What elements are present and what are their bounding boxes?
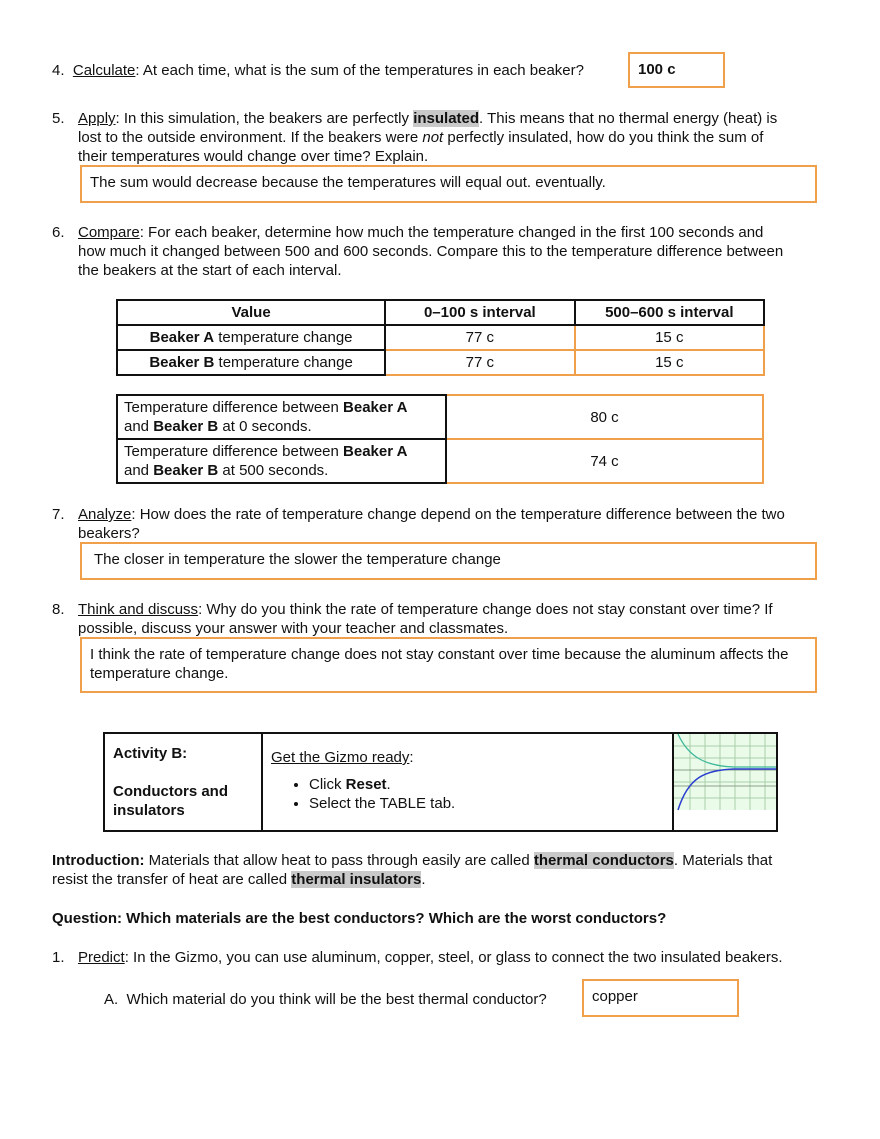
activity-title-cell: [104, 733, 262, 831]
highlight-thermal-conductors: thermal conductors: [533, 852, 674, 869]
question-number: 7.: [52, 506, 65, 523]
answer-cell[interactable]: 15 c: [575, 350, 764, 375]
question-1-predict: [52, 948, 852, 967]
row-label-text: temperature change: [214, 329, 353, 346]
intro-label: Introduction:: [52, 852, 145, 869]
table-header-row: [117, 300, 764, 325]
question-text: . This means that no thermal energy (heat) is: [479, 110, 778, 127]
sub-question-letter: A.: [104, 991, 119, 1008]
temperature-change-table: [116, 299, 765, 376]
table-row: [117, 325, 764, 350]
question-label: Analyze: [78, 506, 132, 523]
question-text: possible, discuss your answer with your teacher and classmates.: [78, 620, 509, 637]
highlight-thermal-insulators: thermal insulators: [291, 871, 422, 888]
question-label: Predict: [78, 949, 125, 966]
label-text: and: [124, 462, 154, 479]
question-text: : How does the rate of temperature change depend on the temperature difference between the two: [131, 506, 785, 523]
question-number: 1.: [52, 949, 65, 966]
beaker-name: Beaker B: [153, 462, 219, 479]
row-label: [117, 395, 446, 439]
activity-b-header: [103, 732, 778, 832]
label-text: Temperature difference between: [124, 443, 344, 460]
answer-box-q5[interactable]: The sum would decrease because the temperatures will equal out. eventually.: [80, 165, 817, 203]
question-text: how much it changed between 500 and 600 seconds. Compare this to the temperature difference between: [78, 243, 784, 260]
table-row: [117, 350, 764, 375]
gizmo-ready-cell: [262, 733, 673, 831]
answer-cell[interactable]: 15 c: [575, 325, 764, 350]
question-text: : For each beaker, determine how much the temperature changed in the first 100 seconds and: [139, 224, 764, 241]
step-item: [309, 794, 664, 813]
question-number: 6.: [52, 224, 65, 241]
colon: :: [409, 749, 414, 766]
intro-text: .: [421, 871, 426, 888]
question-text: : At each time, what is the sum of the temperatures in each beaker?: [135, 62, 584, 79]
intro-text: Materials that allow heat to pass through easily are called: [144, 852, 534, 869]
question-number: 5.: [52, 110, 65, 127]
temperature-graph-icon: [674, 734, 776, 829]
activity-subtitle: Conductors and insulators: [113, 783, 228, 819]
guiding-question: Question: Which materials are the best conductors? Which are the worst conductors?: [52, 910, 667, 927]
beaker-name: Beaker B: [149, 354, 215, 371]
label-text: at 500 seconds.: [218, 462, 329, 479]
column-header: 0–100 s interval: [385, 300, 574, 325]
question-number: 8.: [52, 601, 65, 618]
introduction: [52, 851, 842, 889]
answer-box-1a[interactable]: copper: [582, 979, 739, 1017]
question-text: perfectly insulated, how do you think the sum of: [443, 129, 764, 146]
question-text: their temperatures would change over time? Explain.: [78, 148, 429, 165]
table-row: [117, 439, 763, 483]
beaker-name: Beaker A: [149, 329, 215, 346]
answer-cell[interactable]: 77 c: [385, 350, 574, 375]
highlight-insulated: insulated: [413, 110, 480, 127]
row-label-text: temperature change: [214, 354, 353, 371]
label-text: at 0 seconds.: [218, 418, 312, 435]
question-7: [52, 505, 842, 543]
question-4: [52, 61, 584, 80]
question-text: the beakers at the start of each interval.: [78, 262, 342, 279]
answer-box-q4[interactable]: 100 c: [628, 52, 725, 88]
step-text: Select the TABLE tab.: [309, 795, 456, 812]
question-text: lost to the outside environment. If the beakers were: [78, 129, 423, 146]
question-label: Compare: [78, 224, 140, 241]
row-label: [117, 439, 446, 483]
row-label: [117, 350, 385, 375]
question-label: Apply: [78, 110, 116, 127]
temperature-difference-table: [116, 394, 764, 484]
column-header: Value: [117, 300, 385, 325]
question-5: [52, 109, 842, 166]
answer-box-q8[interactable]: I think the rate of temperature change does not stay constant over time because the aluminum affects the temperature change.: [80, 637, 817, 693]
step-bold: Reset: [345, 776, 387, 793]
question-text: : Why do you think the rate of temperature change does not stay constant over time? If: [198, 601, 773, 618]
answer-box-q7[interactable]: The closer in temperature the slower the temperature change: [80, 542, 817, 580]
gizmo-ready-label: Get the Gizmo ready: [271, 749, 410, 766]
question-label: Think and discuss: [78, 601, 199, 618]
sub-question-text: Which material do you think will be the best thermal conductor?: [126, 991, 547, 1008]
step-item: [309, 775, 664, 794]
question-8: [52, 600, 842, 638]
question-label: Calculate: [72, 62, 136, 79]
answer-cell[interactable]: 77 c: [385, 325, 574, 350]
label-text: Temperature difference between: [124, 399, 344, 416]
question-number: 4.: [52, 62, 65, 79]
beaker-name: Beaker A: [343, 443, 408, 460]
table-row: [117, 395, 763, 439]
italic-not: not: [422, 129, 444, 146]
beaker-name: Beaker A: [343, 399, 408, 416]
intro-text: resist the transfer of heat are called: [52, 871, 292, 888]
step-text: Click: [309, 776, 346, 793]
question-text: beakers?: [78, 525, 140, 542]
column-header: 500–600 s interval: [575, 300, 764, 325]
step-text: .: [386, 776, 391, 793]
answer-cell[interactable]: 74 c: [446, 439, 763, 483]
question-6: [52, 223, 842, 280]
activity-title: Activity B:: [113, 745, 188, 762]
sub-question-a: [104, 990, 547, 1009]
step-list: [271, 775, 664, 813]
intro-text: . Materials that: [673, 852, 773, 869]
question-text: : In the Gizmo, you can use aluminum, copper, steel, or glass to connect the two insulated beakers.: [124, 949, 783, 966]
row-label: [117, 325, 385, 350]
question-text: : In this simulation, the beakers are perfectly: [115, 110, 414, 127]
beaker-name: Beaker B: [153, 418, 219, 435]
answer-cell[interactable]: 80 c: [446, 395, 763, 439]
graph-thumbnail-cell: [673, 733, 777, 831]
label-text: and: [124, 418, 154, 435]
